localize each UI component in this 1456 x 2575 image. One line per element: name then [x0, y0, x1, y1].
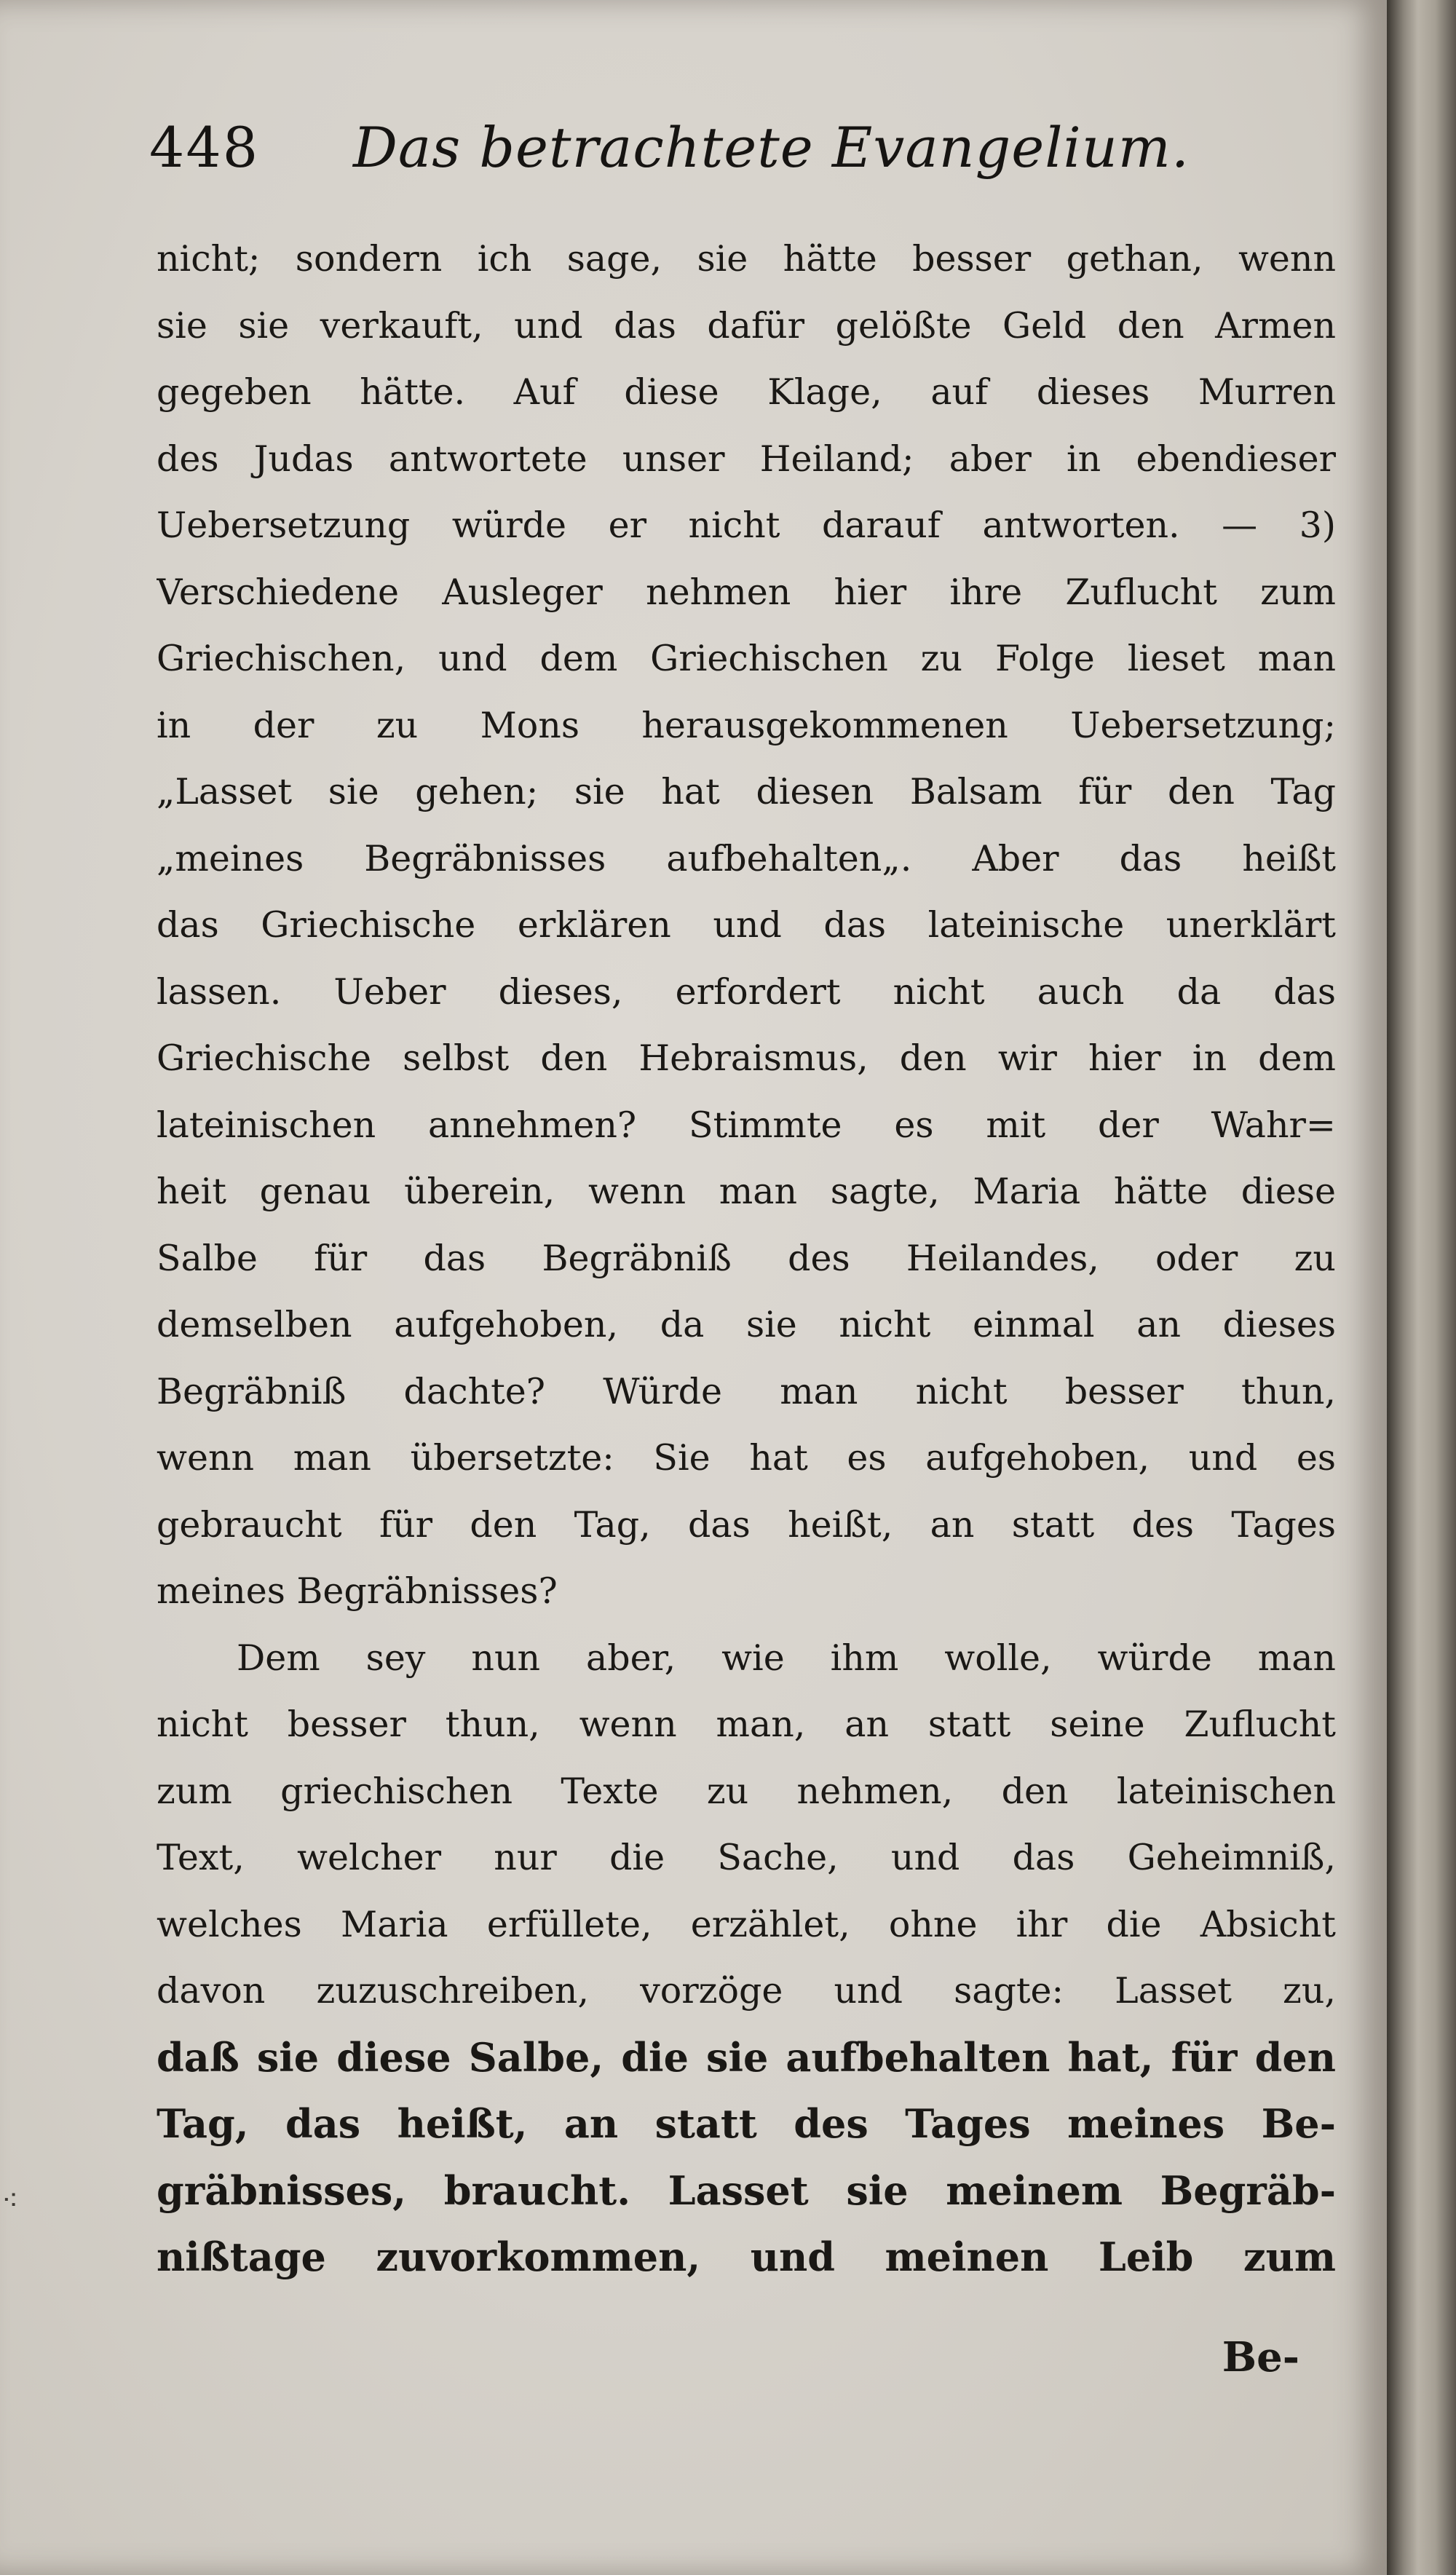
- text-line: Salbe für das Begräbniß des Heilandes, oder zu: [157, 1237, 1336, 1279]
- catchword: Be-: [1222, 2333, 1299, 2381]
- text-line: Begräbniß dachte? Würde man nicht besser thun,: [157, 1370, 1336, 1412]
- text-line: demselben aufgehoben, da sie nicht einmal an dieses: [157, 1304, 1336, 1345]
- text-line: Griechischen, und dem Griechischen zu Folge lieset man: [157, 638, 1336, 679]
- text-line-emphasis: nißtage zuvorkommen, und meinen Leib zum: [157, 2234, 1336, 2280]
- text-line: wenn man übersetzte: Sie hat es aufgehoben, und es: [157, 1437, 1336, 1479]
- text-line: des Judas antwortete unser Heiland; aber in ebendieser: [157, 438, 1336, 480]
- text-line: lassen. Ueber dieses, erfordert nicht auch da das: [157, 970, 1336, 1013]
- text-line: Text, welcher nur die Sache, und das Geheimniß,: [157, 1837, 1336, 1878]
- text-line: „Lasset sie gehen; sie hat diesen Balsam für den Tag: [157, 771, 1336, 812]
- text-line: „meines Begräbnisses aufbehalten„. Aber das heißt: [157, 837, 1336, 879]
- text-line: heit genau überein, wenn man sagte, Maria hätte diese: [157, 1171, 1336, 1212]
- text-line-paragraph-end: meines Begräbnisses?: [157, 1570, 558, 1612]
- text-line: gegeben hätte. Auf diese Klage, auf dieses Murren: [157, 371, 1336, 413]
- text-line: gebraucht für den Tag, das heißt, an statt des Tages: [157, 1503, 1336, 1546]
- text-line: nicht besser thun, wenn man, an statt seine Zuflucht: [157, 1704, 1336, 1745]
- text-line-paragraph-start: Dem sey nun aber, wie ihm wolle, würde man: [237, 1637, 1336, 1679]
- text-line: lateinischen annehmen? Stimmte es mit der Wahr=: [157, 1104, 1336, 1146]
- page-number: 448: [149, 115, 260, 180]
- running-head: Das betrachtete Evangelium.: [353, 115, 1190, 180]
- text-line-emphasis: gräbnisses, braucht. Lasset sie meinem Begräb-: [157, 2167, 1336, 2214]
- text-line: davon zuzuschreiben, vorzöge und sagte: Lasset zu,: [157, 1970, 1336, 2012]
- text-line: sie sie verkauft, und das dafür gelößte Geld den Armen: [157, 304, 1336, 347]
- text-line: nicht; sondern ich sage, sie hätte besser gethan, wenn: [157, 238, 1336, 280]
- text-line-emphasis: Tag, das heißt, an statt des Tages meines Be-: [157, 2100, 1336, 2147]
- text-line: Griechische selbst den Hebraismus, den wir hier in dem: [157, 1037, 1336, 1079]
- text-line: welches Maria erfüllete, erzählet, ohne ihr die Absicht: [157, 1903, 1336, 1945]
- text-line: Verschiedene Ausleger nehmen hier ihre Zuflucht zum: [157, 571, 1336, 613]
- text-line: in der zu Mons herausgekommenen Uebersetzung;: [157, 704, 1336, 746]
- page-block-edge: [1387, 0, 1456, 2575]
- text-line: das Griechische erklären und das lateinische unerklärt: [157, 904, 1336, 946]
- text-line: zum griechischen Texte zu nehmen, den lateinischen: [157, 1770, 1336, 1812]
- page-header: [149, 102, 1343, 197]
- text-line-emphasis: daß sie diese Salbe, die sie aufbehalten hat, für den: [157, 2033, 1336, 2081]
- body-text: [157, 226, 1336, 2291]
- margin-ink-mark: ⁖: [1, 2184, 19, 2218]
- text-line: Uebersetzung würde er nicht darauf antworten. — 3): [157, 505, 1336, 546]
